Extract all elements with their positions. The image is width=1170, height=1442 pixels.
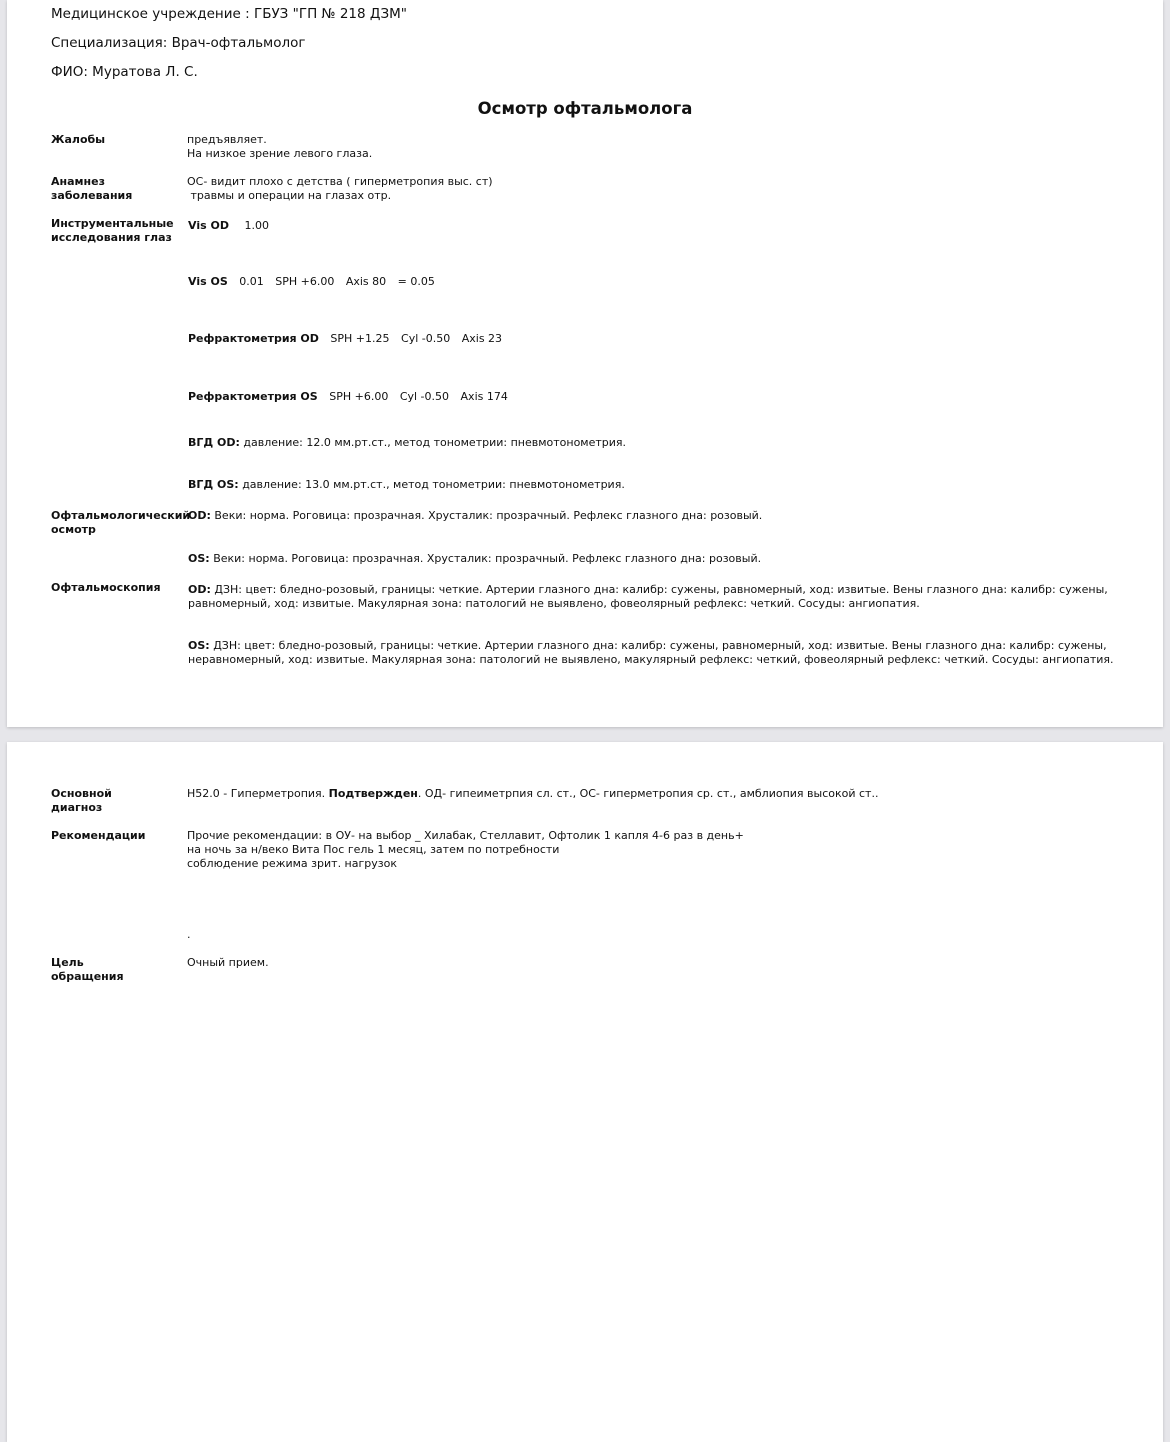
refractometry-os-sph: SPH +6.00 bbox=[329, 390, 389, 403]
iop-os-text: давление: 13.0 мм.рт.ст., метод тонометрии: пневмотонометрия. bbox=[242, 478, 625, 491]
diagnosis-details: . ОД- гипеиметрпия сл. ст., ОС- гиперметропия ср. ст., амблиопия высокой ст.. bbox=[417, 787, 879, 800]
diagnosis-row bbox=[187, 787, 878, 801]
refractometry-od-label: Рефрактометрия OD bbox=[188, 332, 319, 345]
document-page-1 bbox=[7, 0, 1163, 727]
page-title: Осмотр офтальмолога bbox=[477, 99, 693, 118]
vis-os-sph: SPH +6.00 bbox=[275, 275, 335, 288]
anamnesis-line-1: ОС- видит плохо с детства ( гиперметропия выс. ст) bbox=[187, 175, 493, 188]
diagnosis-status: Подтвержден bbox=[328, 787, 418, 800]
ophthalmoscopy-label: Офтальмоскопия bbox=[51, 581, 161, 594]
refractometry-od-axis: Axis 23 bbox=[461, 332, 503, 345]
institution-line: Медицинское учреждение : ГБУЗ "ГП № 218 ДЗМ" bbox=[51, 6, 407, 22]
refractometry-os-cyl: Cyl -0.50 bbox=[399, 390, 450, 403]
diagnosis-label: Основной диагноз bbox=[51, 787, 112, 814]
refractometry-os-row bbox=[188, 390, 508, 404]
specialization-line: Специализация: Врач-офтальмолог bbox=[51, 35, 306, 51]
iop-os-row bbox=[188, 478, 625, 492]
diagnosis-code: H52.0 - Гиперметропия. bbox=[187, 787, 329, 800]
ophthalmoscopy-od-text: ДЗН: цвет: бледно-розовый, границы: четкие. Артерии глазного дна: калибр: сужены, равномерный, ход: извитые. Вены глазного дна: калибр: сужены, равномерный, ход: извитые. Макулярная зона: патологий не выявлено, фовеолярный рефлекс: четкий. Сосуды: ангиопатия. bbox=[188, 583, 1108, 610]
refractometry-os-axis: Axis 174 bbox=[460, 390, 508, 403]
refractometry-os-label: Рефрактометрия OS bbox=[188, 390, 318, 403]
ophth-exam-os-text: Веки: норма. Роговица: прозрачная. Хрусталик: прозрачный. Рефлекс глазного дна: розовый. bbox=[213, 552, 762, 565]
ophthalmoscopy-os-row bbox=[188, 639, 1128, 667]
document-page-2 bbox=[7, 742, 1163, 1442]
refractometry-od-sph: SPH +1.25 bbox=[330, 332, 390, 345]
complaints-line-1: предъявляет. bbox=[187, 133, 267, 146]
refractometry-od-row bbox=[188, 332, 502, 346]
ophthalmoscopy-od-label: OD: bbox=[188, 583, 211, 596]
iop-os-label: ВГД OS: bbox=[188, 478, 239, 491]
visit-goal-value: Очный прием. bbox=[187, 956, 269, 969]
ophthalmoscopy-od-row bbox=[188, 583, 1118, 611]
complaints-label: Жалобы bbox=[51, 133, 106, 146]
vis-os-value: 0.01 bbox=[239, 275, 264, 288]
complaints-line-2: На низкое зрение левого глаза. bbox=[187, 147, 373, 160]
ophthalmoscopy-os-text: ДЗН: цвет: бледно-розовый, границы: четкие. Артерии глазного дна: калибр: сужены, равномерный, ход: извитые. Вены глазного дна: калибр: сужены, неравномерный, ход: извитые. Макулярная зона: патологий не выявлено, макулярный рефлекс: четкий, фовеолярный рефлекс: четкий. Сосуды: ангиопатия. bbox=[188, 639, 1114, 666]
recommendations-line-3: соблюдение режима зрит. нагрузок bbox=[187, 857, 397, 870]
anamnesis-label: Анамнез заболевания bbox=[51, 175, 133, 202]
refractometry-od-cyl: Cyl -0.50 bbox=[401, 332, 451, 345]
ophth-exam-label: Офтальмологический осмотр bbox=[51, 509, 191, 536]
instrumental-label: Инструментальные исследования глаз bbox=[51, 217, 174, 244]
ophth-exam-od-row bbox=[188, 509, 762, 523]
recommendations-line-1: Прочие рекомендации: в ОУ- на выбор _ Хилабак, Стеллавит, Офтолик 1 капля 4-6 раз в день+ bbox=[187, 829, 744, 842]
vis-od-label: Vis OD bbox=[188, 219, 229, 232]
vis-od-value: 1.00 bbox=[244, 219, 269, 232]
vis-os-label: Vis OS bbox=[188, 275, 228, 288]
vis-od-row bbox=[188, 219, 269, 233]
recommendations-label: Рекомендации bbox=[51, 829, 146, 842]
anamnesis-line-2: травмы и операции на глазах отр. bbox=[187, 189, 392, 202]
iop-od-label: ВГД OD: bbox=[188, 436, 240, 449]
ophth-exam-od-label: OD: bbox=[188, 509, 211, 522]
ophthalmoscopy-os-label: OS: bbox=[188, 639, 210, 652]
vis-os-axis: Axis 80 bbox=[345, 275, 387, 288]
visit-goal-label: Цель обращения bbox=[51, 956, 124, 983]
ophth-exam-os-label: OS: bbox=[188, 552, 210, 565]
ophth-exam-os-row bbox=[188, 552, 761, 566]
iop-od-text: давление: 12.0 мм.рт.ст., метод тонометрии: пневмотонометрия. bbox=[243, 436, 627, 449]
recommendations-line-2: на ночь за н/веко Вита Пос гель 1 месяц, затем по потребности bbox=[187, 843, 560, 856]
vis-os-result: = 0.05 bbox=[397, 275, 435, 288]
iop-od-row bbox=[188, 436, 626, 450]
vis-os-row bbox=[188, 275, 435, 289]
recommendations-dot: . bbox=[187, 928, 191, 941]
ophth-exam-od-text: Веки: норма. Роговица: прозрачная. Хрусталик: прозрачный. Рефлекс глазного дна: розовый. bbox=[214, 509, 763, 522]
doctor-name-line: ФИО: Муратова Л. С. bbox=[51, 64, 198, 80]
